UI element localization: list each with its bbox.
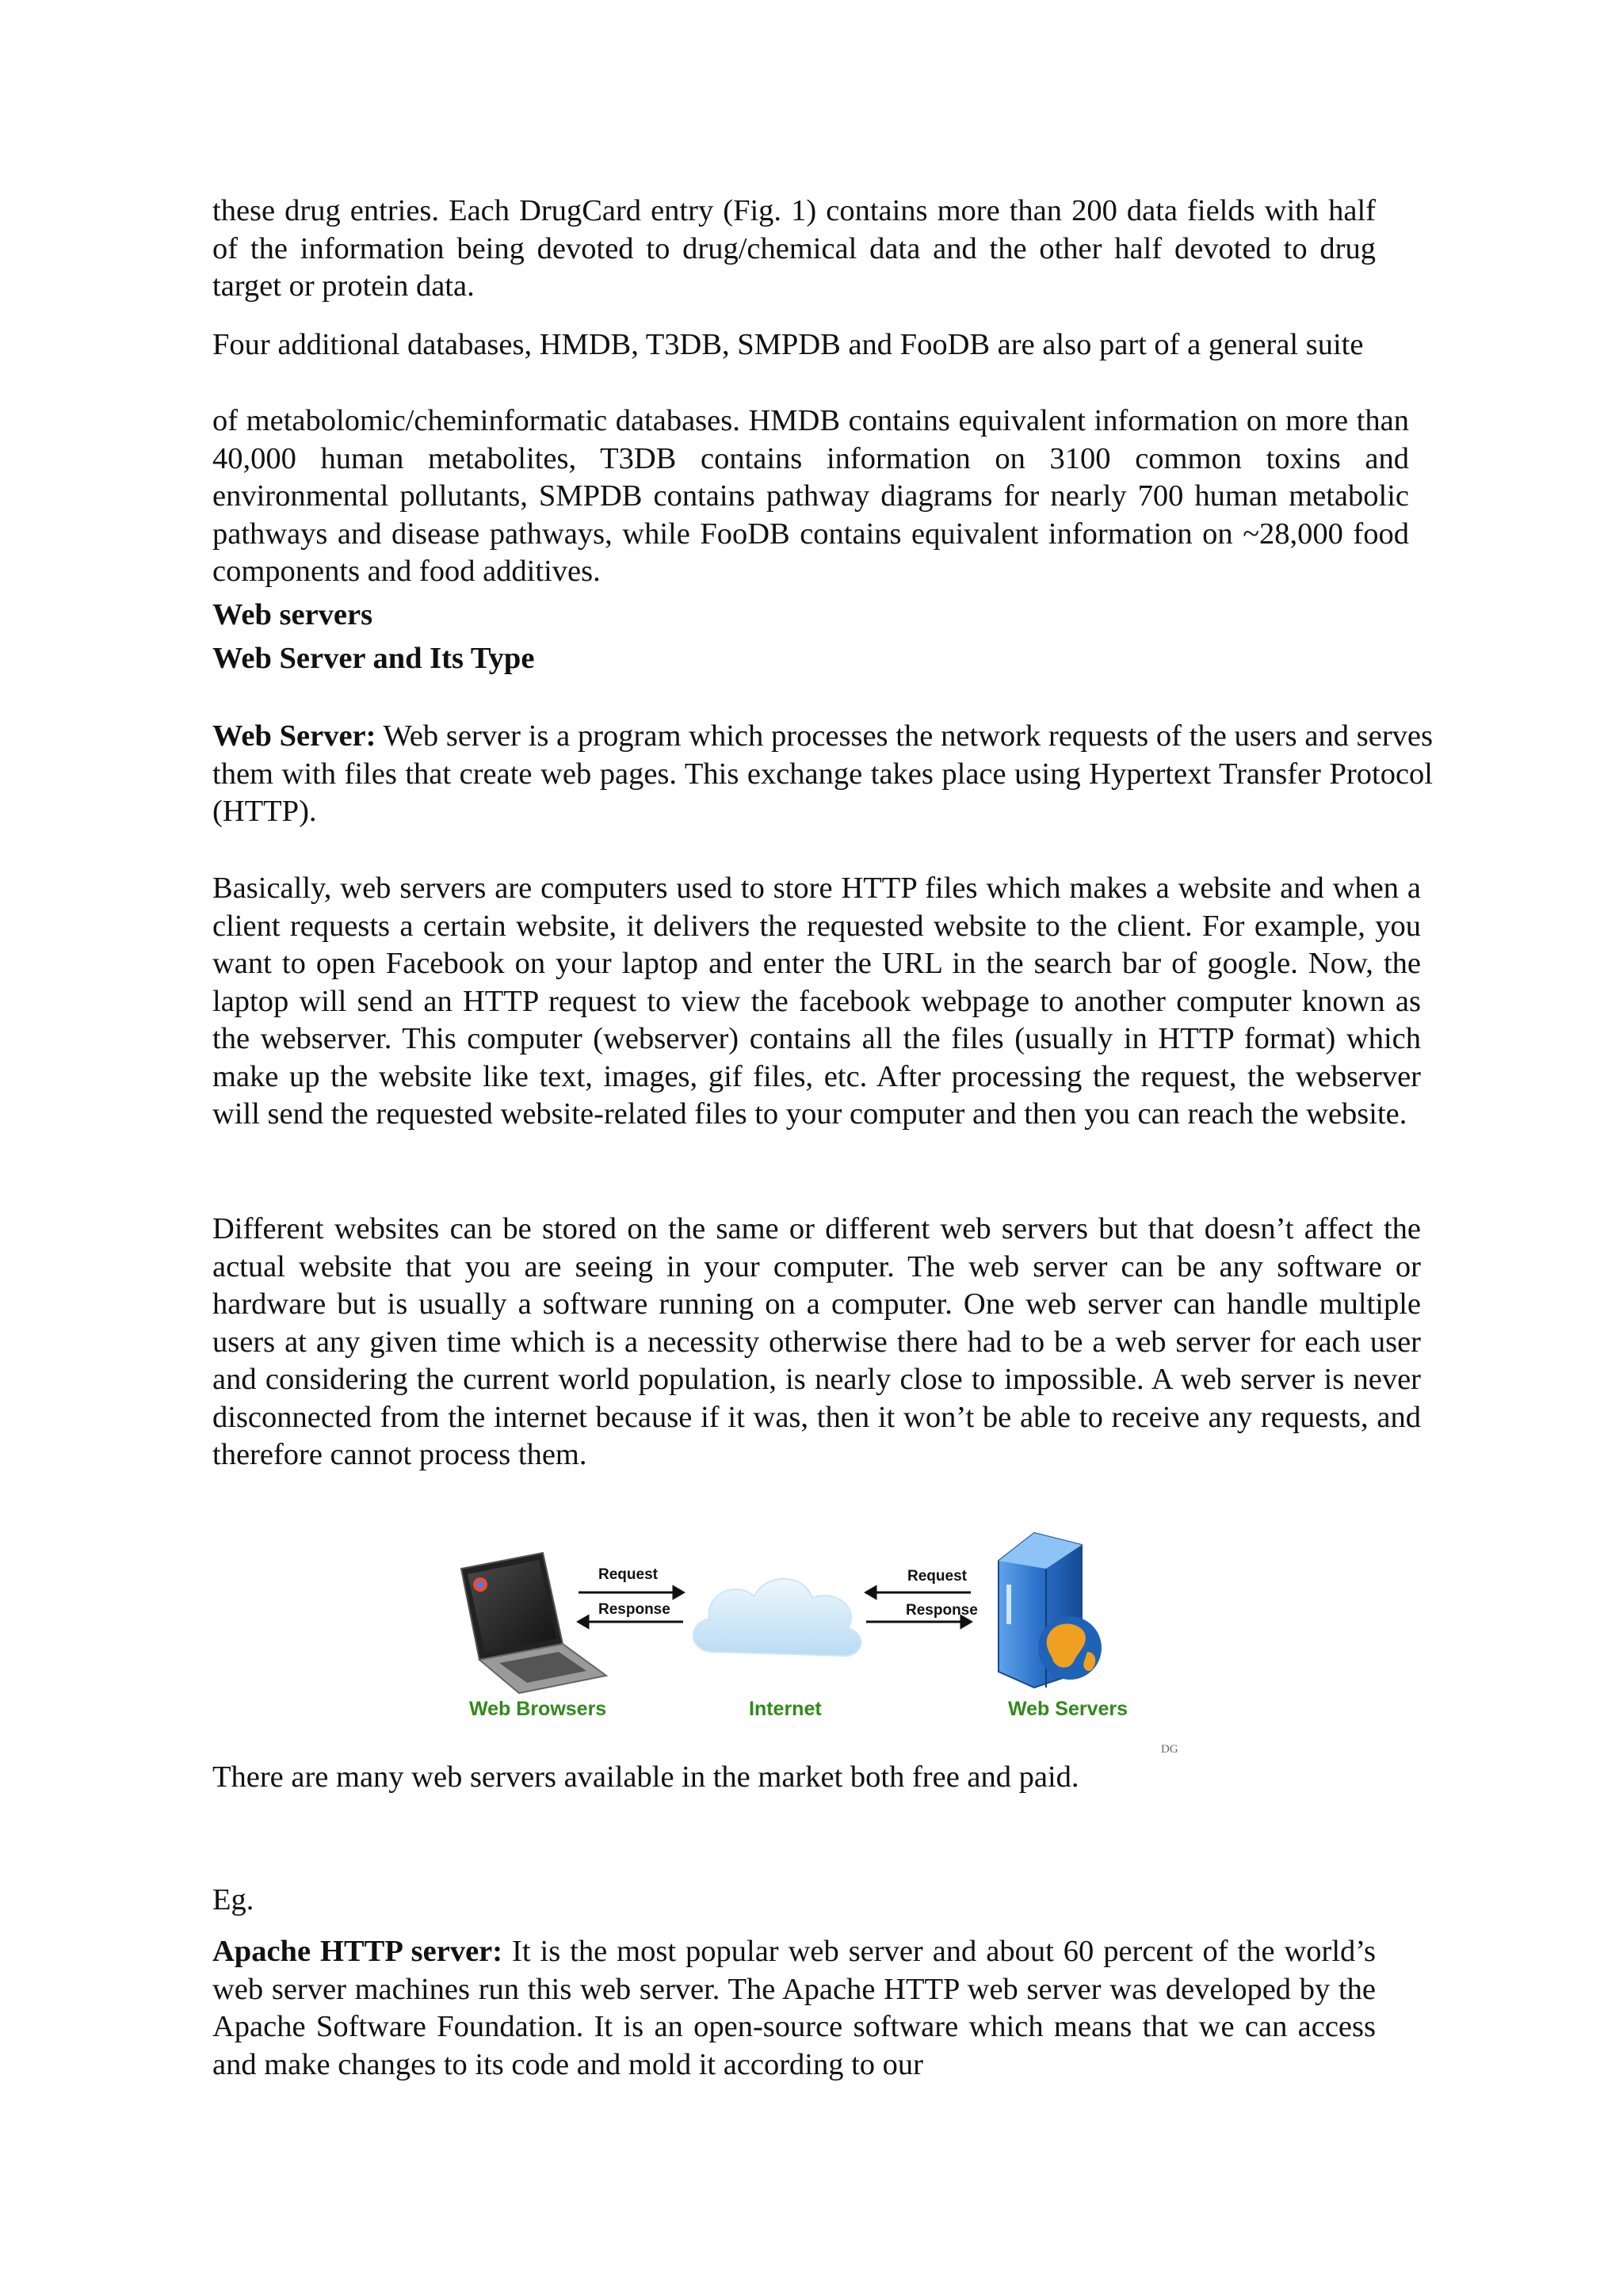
term-web-server: Web Server: xyxy=(212,719,376,753)
paragraph-databases-line1: Four additional databases, HMDB, T3DB, SMPDB and FooDB are also part of a general suite xyxy=(212,328,1364,361)
term-apache-http-server: Apache HTTP server: xyxy=(212,1935,503,1968)
label-internet: Internet xyxy=(749,1698,822,1720)
diagram-watermark: DG xyxy=(1161,1743,1178,1756)
label-web-servers: Web Servers xyxy=(1008,1698,1128,1720)
paragraph-web-server-definition xyxy=(212,718,1433,831)
apache-text: It is the most popular web server and about 60 percent of the world’s web server machines run this web server. The Apache HTTP web server was developed by the Apache Software Foundation. It is an open-source software which means that we can access and make changes to its code and mold it according to our xyxy=(212,1935,1376,2081)
paragraph-apache xyxy=(212,1933,1376,2084)
definition-text: Web server is a program which processes the network requests of the users and serves them with files that create web pages. This exchange takes place using Hypertext Transfer Protocol (HTTP). xyxy=(212,719,1433,828)
arrow-label-response-right: Response xyxy=(906,1602,978,1619)
paragraph-eg: Eg. xyxy=(212,1883,254,1917)
label-web-browsers: Web Browsers xyxy=(469,1698,607,1720)
heading-web-server-type: Web Server and Its Type xyxy=(212,642,535,675)
internet-cloud-icon xyxy=(693,1579,861,1656)
arrow-label-request-right: Request xyxy=(907,1568,967,1585)
paragraph-many-web-servers: There are many web servers available in the market both free and paid. xyxy=(212,1760,1079,1794)
web-server-diagram xyxy=(444,1525,1189,1763)
paragraph-different-websites: Different websites can be stored on the same or different web servers but that doesn’t affect the actual website that you are seeing in your computer. The web server can be any software or hardware but is usually a software running on a computer. One web server can handle multiple users at any given time which is a necessity otherwise there had to be a web server for each user and considering the current world population, is nearly close to impossible. A web server is never disconnected from the internet because if it was, then it won’t be able to receive any requests, and therefore cannot process them. xyxy=(212,1212,1421,1471)
paragraph-basically: Basically, web servers are computers used to store HTTP files which makes a website and when a client requests a certain website, it delivers the requested website to the client. For example, you want to open Facebook on your laptop and enter the URL in the search bar of google. Now, the laptop will send an HTTP request to view the facebook webpage to another computer known as the webserver. This computer (webserver) contains all the files (usually in HTTP format) which make up the website like text, images, gif files, etc. After processing the request, the webserver will send the requested website-related files to your computer and then you can reach the website. xyxy=(212,871,1421,1131)
arrow-label-request-left: Request xyxy=(598,1566,658,1583)
arrow-label-response-left: Response xyxy=(598,1601,670,1618)
heading-web-servers: Web servers xyxy=(212,598,373,631)
globe-icon xyxy=(1038,1616,1102,1680)
paragraph-drugcard: these drug entries. Each DrugCard entry (Fig. 1) contains more than 200 data fields with half of the information being devoted to drug/chemical data and the other half devoted to drug target or protein data. xyxy=(212,194,1376,303)
paragraph-databases: of metabolomic/cheminformatic databases. HMDB contains equivalent information on more than 40,000 human metabolites, T3DB contains information on 3100 common toxins and environmental pollutants, SMPDB contains pathway diagrams for nearly 700 human metabolic pathways and disease pathways, while FooDB contains equivalent information on ~28,000 food components and food additives. xyxy=(212,404,1409,588)
diagram-graphic xyxy=(444,1525,1189,1763)
